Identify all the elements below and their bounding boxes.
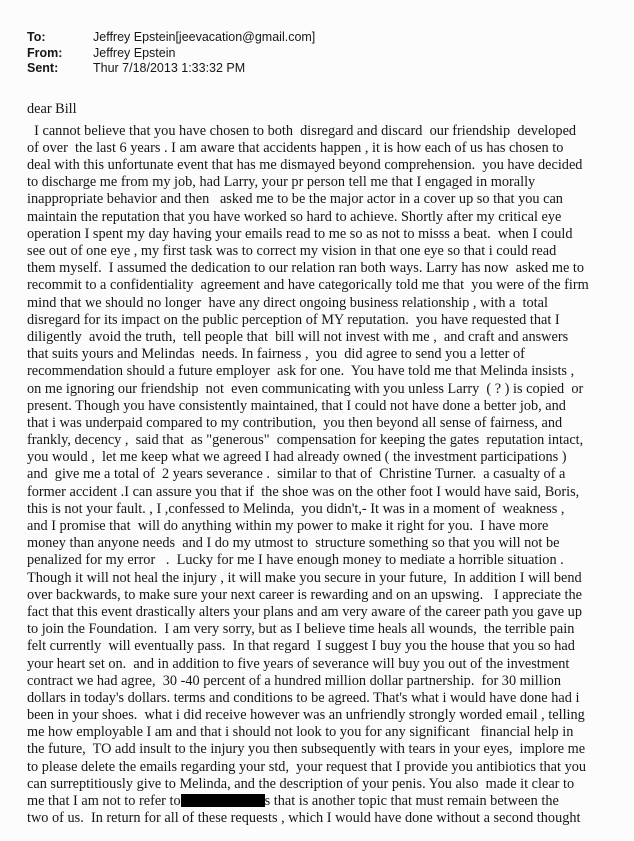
body-line: former accident .I can assure you that if the shoe was on the other foot I would have said, Boris,	[27, 483, 580, 500]
body-line: recommit to a confidentiality agreement and have categorically told me that you were of the firm	[27, 277, 589, 294]
body-line: frankly, decency , said that as "generous" compensation for keeping the gates reputation intact,	[27, 432, 584, 449]
body-line: Though it will not heal the injury , it will make you secure in your future, In addition I will bend	[27, 569, 582, 586]
salutation: dear Bill	[27, 100, 77, 117]
body-line: them myself. I assumed the dedication to our relation ran both ways. Larry has now asked me to	[27, 260, 585, 277]
body-line: I cannot believe that you have chosen to both disregard and discard our friendship developed	[27, 122, 577, 139]
body-line: contract we had agree, 30 -40 percent of a hundred million dollar partnership. for 30 million	[27, 672, 561, 689]
body-line: penalized for my error . Lucky for me I have enough money to mediate a horrible situation .	[27, 552, 564, 569]
header-field-label: Sent:	[27, 61, 59, 75]
body-line: fact that this event drastically alters your plans and am very aware of the career path you gave up	[27, 603, 582, 620]
header-field-row	[27, 61, 634, 77]
body-line: the future, TO add insult to the injury you then subsequently with tears in your eyes, implore me	[27, 741, 586, 758]
header-field-label: To:	[27, 30, 46, 44]
header-field-value: Thur 7/18/2013 1:33:32 PM	[93, 61, 246, 75]
body-line: see out of one eye , my first task was to correct my vision in that one eye so that i could read	[27, 243, 557, 260]
body-line: recommendation should a future employer ask for one. You have told me that Melinda insists ,	[27, 363, 575, 380]
body-line: operation I spent my day having your emails read to me so as not to misss a beat. when I could	[27, 225, 573, 242]
body-line: and give me a total of 2 years severance . similar to that of Christine Turner. a casualty of a	[27, 466, 566, 483]
email-header	[27, 30, 634, 77]
body-line: two of us. In return for all of these requests , which I would have done without a second thought	[27, 810, 581, 827]
header-field-value: Jeffrey Epstein	[93, 45, 176, 60]
body-line: money than anyone needs and I do my utmost to structure something so that you will not be	[27, 535, 560, 552]
body-line: dollars in today's dollars. terms and conditions to be agreed. That's what i would have done had i	[27, 689, 580, 706]
body-line: been in your shoes. what i did receive however was an unfriendly strongly worded email , telling	[27, 707, 585, 724]
body-line: deal with this unfortunate event that has me dismayed beyond comprehension. you have decided	[27, 157, 583, 174]
body-line: present. Though you have consistently maintained, that I could not have done a better job, and	[27, 397, 566, 414]
body-line: me how employable I am and that i should not look to you for any significant financial help in	[27, 724, 574, 741]
body-line: that i was underpaid compared to my contribution, you then beyond all sense of fairness, and	[27, 414, 563, 431]
redaction-bar	[181, 794, 265, 807]
header-field-label: From:	[27, 45, 63, 60]
body-line: to please delete the emails regarding your std, your request that I provide you antibiotics that you	[27, 758, 587, 775]
body-line-segment: me that I am not to refer to	[27, 793, 181, 810]
body-line: your heart set on. and in addition to five years of severance will buy you out of the investment	[27, 655, 570, 672]
body-line: maintain the reputation that you have worked so hard to achieve. Shortly after my critical eye	[27, 208, 562, 225]
body-line	[27, 793, 634, 810]
body-line: can surreptitiously give to Melinda, and the description of your penis. You also made it clear to	[27, 775, 575, 792]
body-line: this is not your fault. , I ,confessed to Melinda, you didn't,- It was in a moment of weakness ,	[27, 500, 565, 517]
body-line: on me ignoring our friendship not even communicating with you unless Larry ( ? ) is copied or	[27, 380, 584, 397]
header-field-value: Jeffrey Epstein[jeevacation@gmail.com]	[93, 30, 316, 44]
body-line: that suits yours and Melindas needs. In fairness , you did agree to send you a letter of	[27, 346, 525, 363]
body-paragraph	[27, 123, 634, 828]
body-line: felt currently will eventually pass. In that regard I suggest I buy you the house that you so had	[27, 638, 575, 655]
body-line: you would , let me keep what we agreed I had already owned ( the investment participations )	[27, 449, 567, 466]
body-line: of over the last 6 years . I am aware that accidents happen , it is how each of us has chosen to	[27, 139, 564, 156]
header-field-row	[27, 46, 634, 62]
body-line: to join the Foundation. I am very sorry, but as I believe time heals all wounds, the terrible pain	[27, 621, 575, 638]
body-line: mind that we should no longer have any direct ongoing business relationship , with a total	[27, 294, 548, 311]
body-line: disregard for its impact on the public perception of MY reputation. you have requested that I	[27, 311, 560, 328]
email-body	[27, 101, 634, 828]
body-line: diligently avoid the truth, tell people that bill will not invest with me , and craft and answers	[27, 328, 569, 345]
body-line-segment: s that is another topic that must remain between the	[264, 793, 559, 810]
body-line: over backwards, to make sure your next career is rewarding and on an upswing. I appreciate the	[27, 586, 582, 603]
header-field-row	[27, 30, 634, 46]
body-line: to discharge me from my job, had Larry, your pr person tell me that I engaged in morally	[27, 174, 536, 191]
body-line: and I promise that will do anything within my power to make it right for you. I have more	[27, 518, 549, 535]
body-line: inappropriate behavior and then asked me to be the major actor in a cover up so that you can	[27, 191, 563, 208]
